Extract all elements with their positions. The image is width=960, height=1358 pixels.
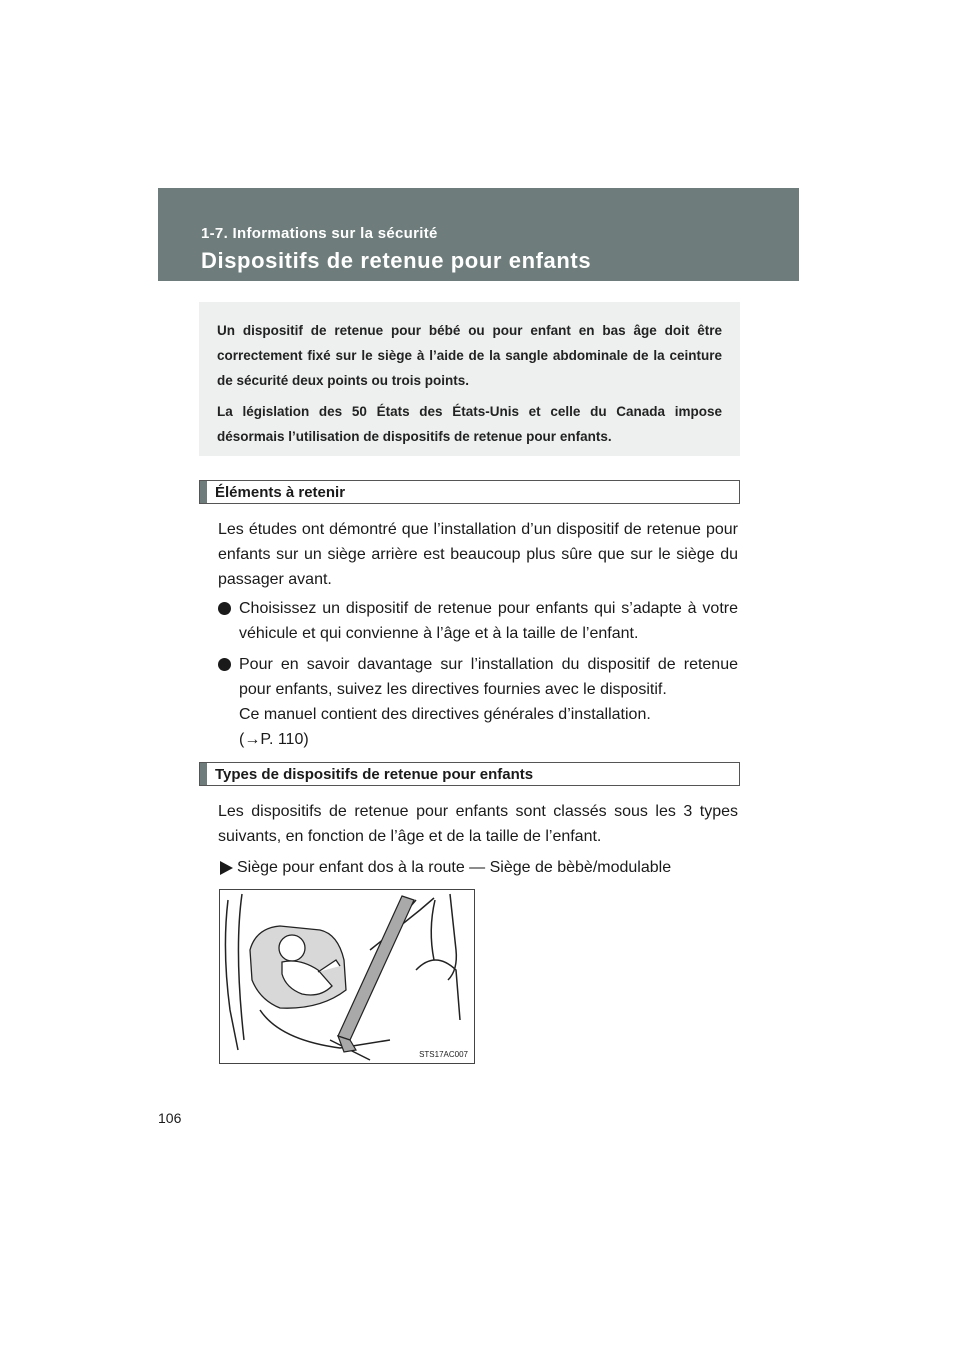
bullet-item-2 <box>218 652 738 752</box>
bullet-text: Pour en savoir davantage sur l’installation du dispositif de retenue pour enfants, suivez les directives fournies avec le dispositif. <box>239 656 738 698</box>
bullet-dot-icon <box>218 658 231 671</box>
page-number: 106 <box>158 1110 182 1126</box>
bullet-dot-icon <box>218 602 231 615</box>
rear-facing-seat-drawing <box>220 890 474 1063</box>
section-label: 1-7. Informations sur la sécurité <box>201 225 438 242</box>
bullet-text: Choisissez un dispositif de retenue pour enfants qui s’adapte à votre véhicule et qui convienne à l’âge et à la taille de l’enfant. <box>239 600 738 642</box>
type-item-label: Siège pour enfant dos à la route — Siège de bèbè/modulable <box>237 859 672 876</box>
subheading-types <box>199 762 740 786</box>
bullet-item-1 <box>218 596 738 646</box>
type-item-1 <box>220 857 671 879</box>
intro-box <box>199 302 740 456</box>
subheading-text: Éléments à retenir <box>215 483 346 501</box>
chapter-header <box>158 188 799 281</box>
subheading-bar <box>200 763 207 785</box>
intro-paragraph-2: La législation des 50 États des États-Unis et celle du Canada impose désormais l’utilisation de dispositifs de retenue pour enfants. <box>217 404 722 444</box>
bullet-content <box>239 652 738 752</box>
page-reference: (→P. 110) <box>239 731 309 748</box>
triangle-bullet-icon <box>220 861 233 875</box>
child-seat-illustration <box>219 889 475 1064</box>
subheading-bar <box>200 481 207 503</box>
page-title: Dispositifs de retenue pour enfants <box>201 248 592 273</box>
subheading-text: Types de dispositifs de retenue pour enfants <box>215 765 534 783</box>
section2-body: Les dispositifs de retenue pour enfants sont classés sous les 3 types suivants, en fonction de l’âge et de la taille de l’enfant. <box>218 803 738 845</box>
figure-code: STS17AC007 <box>419 1050 468 1059</box>
subheading-elements <box>199 480 740 504</box>
section1-body: Les études ont démontré que l’installation d’un dispositif de retenue pour enfants sur un siège arrière est beaucoup plus sûre que sur le siège du passager avant. <box>218 521 738 588</box>
intro-paragraph-1: Un dispositif de retenue pour bébé ou pour enfant en bas âge doit être correctement fixé sur le siège à l’aide de la sangle abdominale de la ceinture de sécurité deux points ou trois points. <box>217 323 722 388</box>
bullet-text-note: Ce manuel contient des directives générales d’installation. <box>239 706 651 723</box>
